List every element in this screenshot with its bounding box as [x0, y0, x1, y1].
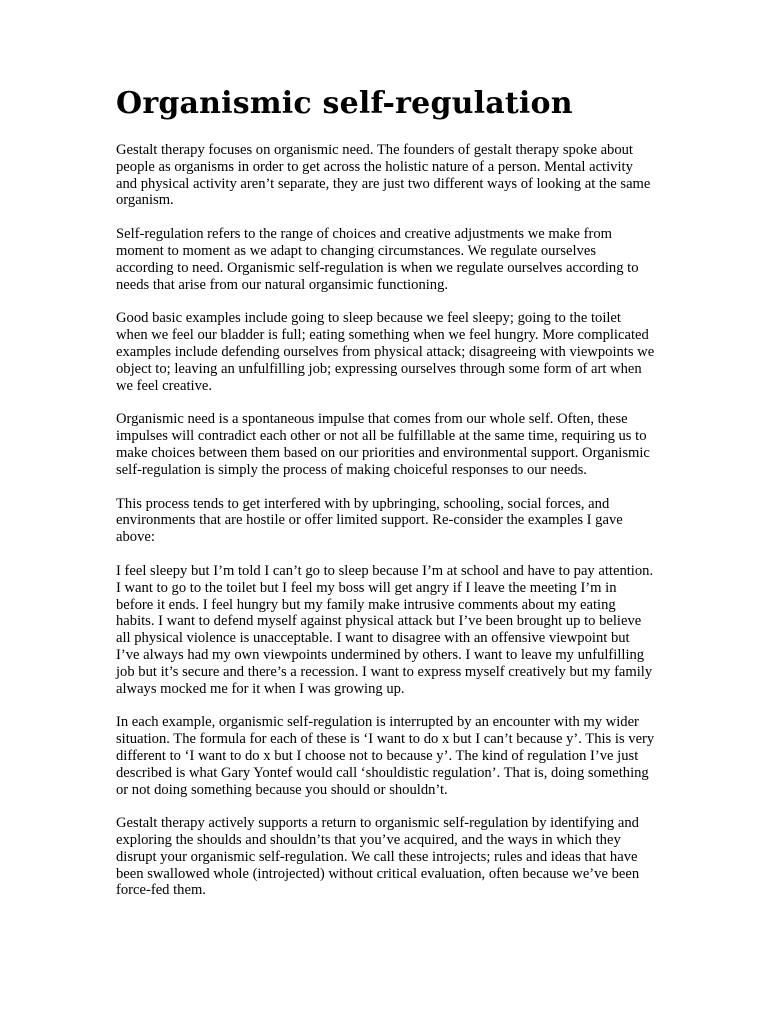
paragraph-2: Self-regulation refers to the range of choices and creative adjustments we make from moment to moment as we adapt to changing circumstances. We regulate ourselves according to need. Organismic self-regulation is when we regulate ourselves according to needs that arise from our natural organsimic functioning. [116, 226, 639, 293]
paragraph-5: This process tends to get interfered with by upbringing, schooling, social forces, and environments that are hostile or offer limited support. Re-consider the examples I gave above: [116, 495, 623, 546]
paragraph-6: I feel sleepy but I’m told I can’t go to sleep because I’m at school and have to pay attention. I want to go to the toilet but I feel my boss will get angry if I leave the meeting I’m in before it ends. I feel hungry but my family make intrusive comments about my eating habits. I want to defend myself against physical attack but I’ve been brought up to believe all physical violence is unacceptable. I want to disagree with an offensive viewpoint but I’ve always had my own viewpoints undermined by others. I want to leave my unfulfilling job but it’s secure and there’s a recession. I want to express myself creatively but my family always mocked me for it when I was growing up. [116, 562, 654, 697]
paragraph-1: Gestalt therapy focuses on organismic need. The founders of gestalt therapy spoke about people as organisms in order to get across the holistic nature of a person. Mental activity and physical activity aren’t separate, they are just two different ways of looking at the same organism. [116, 142, 651, 209]
page-title: Organismic self-regulation [116, 86, 573, 121]
paragraph-4: Organismic need is a spontaneous impulse that comes from our whole self. Often, these impulses will contradict each other or not all be fulfillable at the same time, requiring us to make choices between them based on our priorities and environmental support. Organismic self-regulation is simply the process of making choiceful responses to our needs. [116, 411, 650, 478]
paragraph-3: Good basic examples include going to sleep because we feel sleepy; going to the toilet when we feel our bladder is full; eating something when we feel hungry. More complicated examples include defending ourselves from physical attack; disagreeing with viewpoints we object to; leaving an unfulfilling job; expressing ourselves through some form of art when we feel creative. [116, 310, 655, 394]
document-body [116, 84, 656, 916]
paragraph-7: In each example, organismic self-regulation is interrupted by an encounter with my wider situation. The formula for each of these is ‘I want to do x but I can’t because y’. This is very different to ‘I want to do x but I choose not to because y’. The kind of regulation I’ve just described is what Gary Yontef would call ‘shouldistic regulation’. That is, doing something or not doing something because you should or shouldn’t. [116, 714, 655, 798]
paragraph-8: Gestalt therapy actively supports a return to organismic self-regulation by identifying and exploring the shoulds and shouldn’ts that you’ve acquired, and the ways in which they disrupt your organismic self-regulation. We call these introjects; rules and ideas that have been swallowed whole (introjected) without critical evaluation, often because we’ve been force-fed them. [116, 815, 640, 899]
